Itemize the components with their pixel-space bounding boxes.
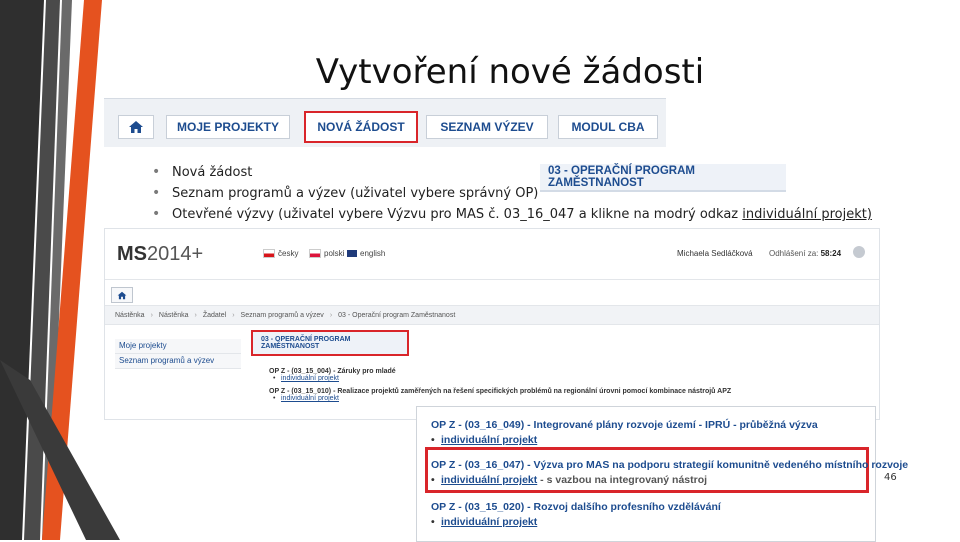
sidebar-item-seznam-programu[interactable]: Seznam programů a výzev [115,354,241,369]
breadcrumb-item[interactable]: Nástěnka [115,311,145,319]
ms-sidebar [115,339,241,369]
call-list [269,368,731,408]
flag-cz-icon [263,249,275,258]
ms-header [105,229,879,280]
individual-project-link[interactable]: • individuální projekt [269,395,731,402]
breadcrumb-item[interactable]: Nástěnka [158,311,189,319]
lang-polski[interactable]: polski [309,249,344,258]
home-icon [128,120,144,134]
nav-nova-zadost[interactable]: NOVÁ ŽÁDOST [304,111,418,143]
list-item: OP Z - (03_15_010) - Realizace projektů zaměřených na řešení specifických problémů na regionální úrovni pomocí kombinace nástrojů APZ • individuální projekt [269,388,731,402]
nav-modul-cba[interactable]: MODUL CBA [558,115,658,139]
home-icon [117,291,127,300]
decorative-ribbons [0,0,120,540]
breadcrumb: Nástěnka › Nástěnka › Žadatel › Seznam programů a výzev › 03 - Operační program Zaměstnanost [105,305,879,325]
lang-cesky[interactable]: česky [263,249,298,258]
operational-program-chip[interactable]: 03 - OPERAČNÍ PROGRAM ZAMĚSTNANOST [540,164,786,192]
breadcrumb-item: 03 - Operační program Zaměstnanost [338,311,456,319]
individual-project-link[interactable]: individuální projekt [441,474,538,486]
flag-pl-icon [309,249,321,258]
list-item: OP Z - (03_16_049) - Integrované plány rozvoje území - IPRÚ - průběžná výzva • individuální projekt [431,419,818,446]
user-name: Michaela Sedláčková [677,249,753,258]
nav-moje-projekty[interactable]: MOJE PROJEKTY [166,115,290,139]
breadcrumb-item[interactable]: Žadatel [202,311,227,319]
top-navigation [104,98,666,147]
flag-uk-icon [347,250,357,257]
home-button[interactable] [118,115,154,139]
list-item: OP Z - (03_15_004) - Záruky pro mladé • individuální projekt [269,368,731,382]
nav-seznam-vyzev[interactable]: SEZNAM VÝZEV [426,115,548,139]
ms2014-screenshot [104,228,880,420]
list-item: OP Z - (03_16_047) - Výzva pro MAS na podporu strategií komunitně vedeného místního rozvoje • individuální projekt - s vazbou na integrovaný nástroj [431,459,908,486]
instruction-list [152,163,872,226]
logout-timer: Odhlášení za: 58:24 [769,249,842,258]
list-item: • Seznam programů a výzev (uživatel vybere správný OP) [152,185,539,201]
list-item: • Otevřené výzvy (uživatel vybere Výzvu pro MAS č. 03_16_047 a klikne na modrý odkaz individuální projekt) [152,206,872,222]
individual-project-link[interactable]: individuální projekt [441,434,538,446]
page-number: 46 [884,472,897,483]
lang-english[interactable]: english [347,249,385,258]
ms2014-logo: MS2014+ [117,243,204,265]
breadcrumb-item[interactable]: Seznam programů a výzev [240,311,324,319]
list-item: OP Z - (03_15_020) - Rozvoj dalšího profesního vzdělávání • individuální projekt [431,501,721,528]
sidebar-item-moje-projekty[interactable]: Moje projekty [115,339,241,354]
program-chip[interactable]: 03 - OPERAČNÍ PROGRAM ZAMĚSTNANOST [251,330,409,356]
ms-home-button[interactable] [111,287,133,303]
slide-title: Vytvoření nové žádosti [315,52,705,92]
individual-project-link[interactable]: • individuální projekt [269,375,731,382]
list-item: • Nová žádost [152,164,253,180]
individual-project-link[interactable]: individuální projekt [441,516,538,528]
gear-icon[interactable] [853,246,865,258]
individual-project-link-text: individuální projekt) [742,207,872,222]
